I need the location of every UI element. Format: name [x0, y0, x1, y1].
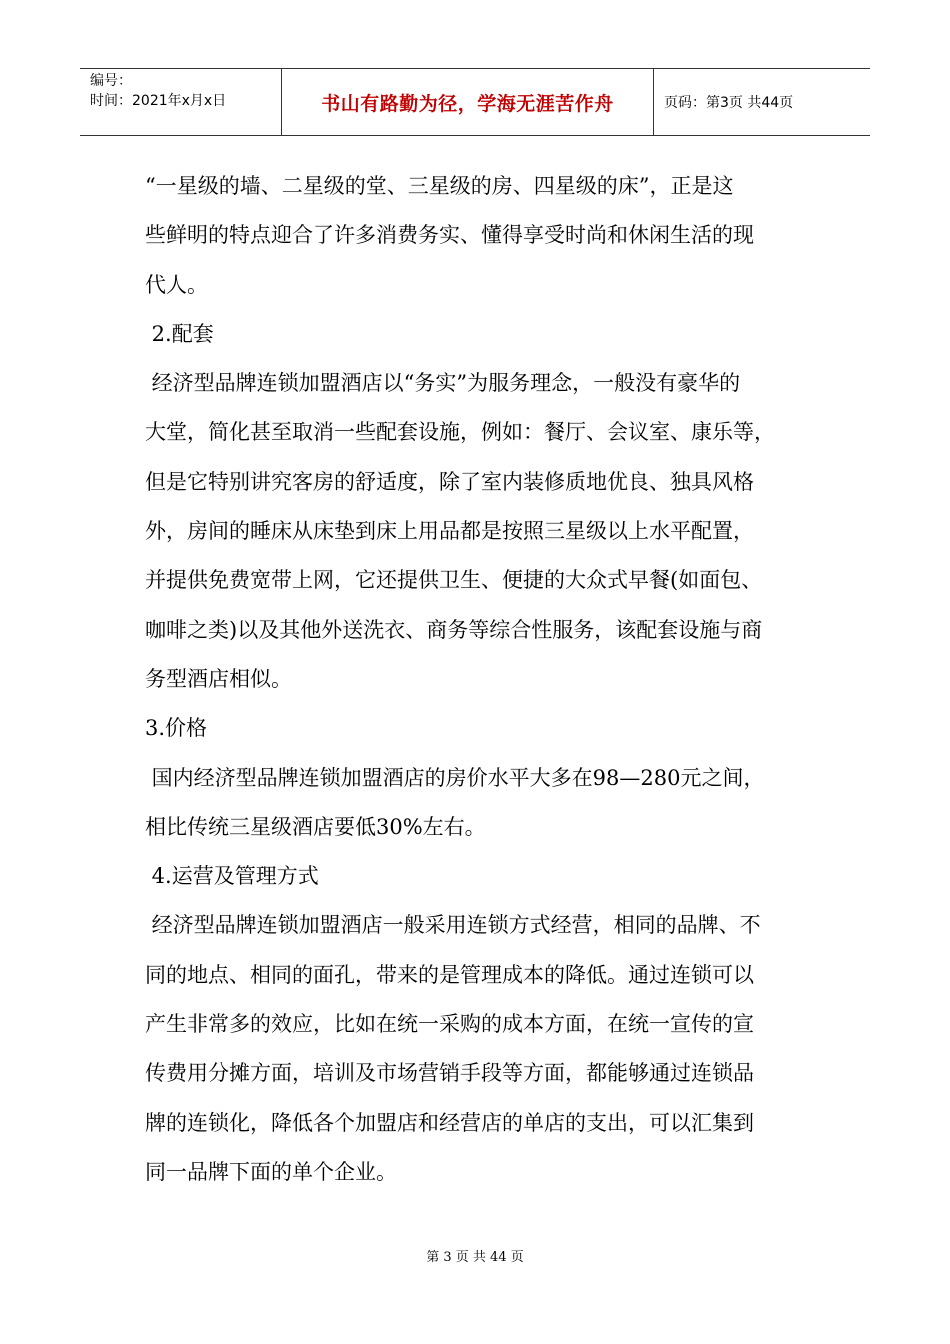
document-header — [80, 68, 870, 136]
body-line: 传费用分摊方面，培训及市场营销手段等方面，都能够通过连锁品 — [145, 1061, 754, 1086]
page-footer: 第 3 页 共 44 页 — [426, 1250, 524, 1265]
body-line: 牌的连锁化，降低各个加盟店和经营店的单店的支出，可以汇集到 — [145, 1110, 754, 1135]
body-line: 并提供免费宽带上网，它还提供卫生、便捷的大众式早餐(如面包、 — [145, 568, 763, 593]
section-heading: 2.配套 — [145, 321, 214, 346]
body-line: 经济型品牌连锁加盟酒店以“务实”为服务理念，一般没有豪华的 — [145, 371, 741, 396]
body-line: 国内经济型品牌连锁加盟酒店的房价水平大多在98—280元之间， — [145, 765, 765, 790]
document-number-label: 编号： — [90, 73, 132, 89]
body-line: 务型酒店相似。 — [145, 666, 292, 691]
body-line: 同一品牌下面的单个企业。 — [145, 1159, 397, 1184]
header-motto-cell — [282, 69, 654, 135]
body-line: 代人。 — [145, 272, 208, 297]
document-body — [145, 162, 815, 1197]
body-line: 经济型品牌连锁加盟酒店一般采用连锁方式经营，相同的品牌、不 — [145, 913, 761, 938]
body-line: 但是它特别讲究客房的舒适度，除了室内装修质地优良、独具风格 — [145, 469, 754, 494]
body-line: 些鲜明的特点迎合了许多消费务实、懂得享受时尚和休闲生活的现 — [145, 223, 754, 248]
header-motto: 书山有路勤为径，学海无涯苦作舟 — [321, 92, 614, 115]
body-line: 相比传统三星级酒店要低30%左右。 — [145, 814, 486, 839]
header-page-info: 页码：第3页 共44页 — [664, 95, 794, 111]
header-meta-cell — [80, 69, 282, 135]
section-heading: 4.运营及管理方式 — [145, 864, 319, 889]
section-heading: 3.价格 — [145, 716, 208, 741]
body-line: 产生非常多的效应，比如在统一采购的成本方面，在统一宣传的宣 — [145, 1012, 754, 1037]
body-line: 同的地点、相同的面孔，带来的是管理成本的降低。通过连锁可以 — [145, 962, 754, 987]
document-date-label: 时间：2021年x月x日 — [90, 93, 227, 109]
body-line: 大堂，简化甚至取消一些配套设施，例如：餐厅、会议室、康乐等， — [145, 420, 775, 445]
body-line: “一星级的墙、二星级的堂、三星级的房、四星级的床”，正是这 — [145, 174, 734, 198]
body-line: 咖啡之类)以及其他外送洗衣、商务等综合性服务，该配套设施与商 — [145, 617, 763, 642]
header-page-cell — [654, 69, 870, 135]
body-line: 外，房间的睡床从床垫到床上用品都是按照三星级以上水平配置， — [145, 519, 754, 544]
